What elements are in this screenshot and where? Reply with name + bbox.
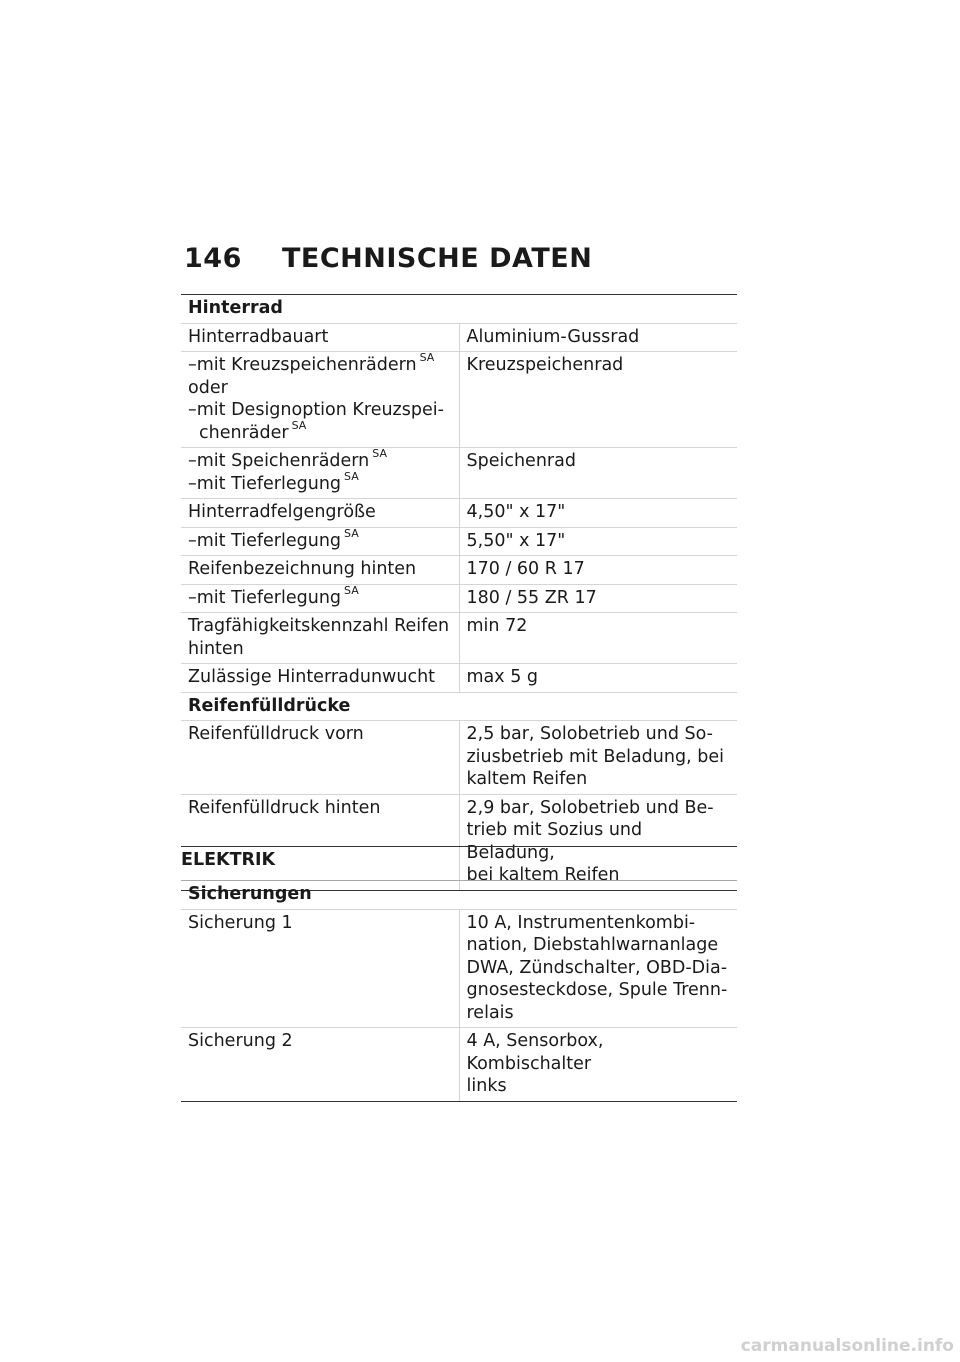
row-value: min 72 [459,613,737,664]
page-header [184,243,592,274]
row-label: Sicherung 2 [181,1028,459,1102]
row-label: Hinterradfelgengröße [181,499,459,528]
value-line: 10 A, Instrumentenkombi- [466,912,696,933]
rear-wheel-table [181,294,737,891]
value-line: links [466,1076,507,1096]
row-value [459,794,737,890]
row-value [459,909,737,1028]
table-row [181,448,737,499]
row-label [181,448,459,499]
label-line [188,351,453,377]
table-row [181,613,737,664]
label-text: –mit Designoption Kreuzspei- [188,400,444,420]
value-line: nation, Diebstahlwarnanlage [466,935,719,955]
section-heading: Reifenfülldrücke [181,692,737,721]
row-value: 4,50" x 17" [459,499,737,528]
row-label: Reifenbezeichnung hinten [181,556,459,585]
sa-marker: SA [344,526,359,540]
page-number: 146 [184,243,242,274]
table-row [181,664,737,693]
sa-marker: SA [419,351,435,365]
label-line: Tragfähigkeitskennzahl Reifen [188,616,450,636]
row-label: Reifenfülldruck vorn [181,721,459,795]
label-line [188,418,453,445]
table-row [181,352,737,448]
table-row [181,584,737,613]
sa-marker: SA [344,469,359,483]
row-label: –mit Tieferlegung $^{SA}$ [181,527,459,556]
label-line [188,447,453,473]
row-label: Reifenfülldruck hinten [181,794,459,890]
section-divider [181,846,737,847]
row-value: 5,50" x 17" [459,527,737,556]
label-text: –mit Tieferlegung $^{SA}$ [188,469,359,494]
row-label: Zulässige Hinterradunwucht [181,664,459,693]
section-heading: Sicherungen [181,881,737,910]
table-section-row [181,295,737,324]
label-line: hinten [188,638,244,659]
row-label: –mit Tieferlegung $^{SA}$ [181,584,459,613]
section-heading: Hinterrad [181,295,737,324]
row-label: Sicherung 1 [181,909,459,1028]
row-value: Aluminium-Gussrad [459,323,737,352]
row-value [459,721,737,795]
section-title-elektrik: ELEKTRIK [181,850,276,870]
row-value: Kreuzspeichenrad [459,352,737,448]
row-value: 180 / 55 ZR 17 [459,584,737,613]
sa-marker: SA [344,583,359,597]
value-line: kaltem Reifen [466,769,588,789]
value-line: DWA, Zündschalter, OBD-Dia- [466,957,728,978]
label-line [188,469,453,496]
value-line: trieb mit Sozius und Beladung, [466,820,643,863]
row-value [459,1028,737,1102]
value-line: bei kaltem Reifen [466,865,620,885]
label-text: oder [188,377,228,398]
sa-marker: SA [291,418,307,432]
label-text: chenräder $^{SA}$ [199,418,307,443]
label-text: –mit Kreuzspeichenrädern $^{SA}$ [188,351,435,375]
watermark: carmanualsonline.info [740,1336,954,1356]
table-row [181,721,737,795]
row-value: Speichenrad [459,448,737,499]
table-row [181,527,737,556]
value-line: 2,9 bar, Solobetrieb und Be- [466,797,714,818]
table-row [181,1028,737,1102]
sa-marker: SA [372,447,387,461]
row-label [181,613,459,664]
fuses-table [181,880,737,1102]
label-text: –mit Speichenrädern $^{SA}$ [188,447,387,471]
value-line: gnosesteckdose, Spule Trenn- [466,980,728,1000]
row-label: Hinterradbauart [181,323,459,352]
table-row [181,794,737,890]
row-label [181,352,459,448]
value-line: relais [466,1002,514,1023]
table-row [181,499,737,528]
table-section-row [181,692,737,721]
table-row [181,323,737,352]
row-value: 170 / 60 R 17 [459,556,737,585]
table-row [181,556,737,585]
value-line: 2,5 bar, Solobetrieb und So- [466,724,713,744]
value-line: 4 A, Sensorbox, Kombischalter [466,1031,604,1074]
table-row [181,909,737,1028]
value-line: ziusbetrieb mit Beladung, bei [466,746,724,767]
row-value: max 5 g [459,664,737,693]
label-line [188,399,453,422]
page-title: TECHNISCHE DATEN [282,243,593,274]
table-section-row [181,881,737,910]
label-line [188,377,453,400]
